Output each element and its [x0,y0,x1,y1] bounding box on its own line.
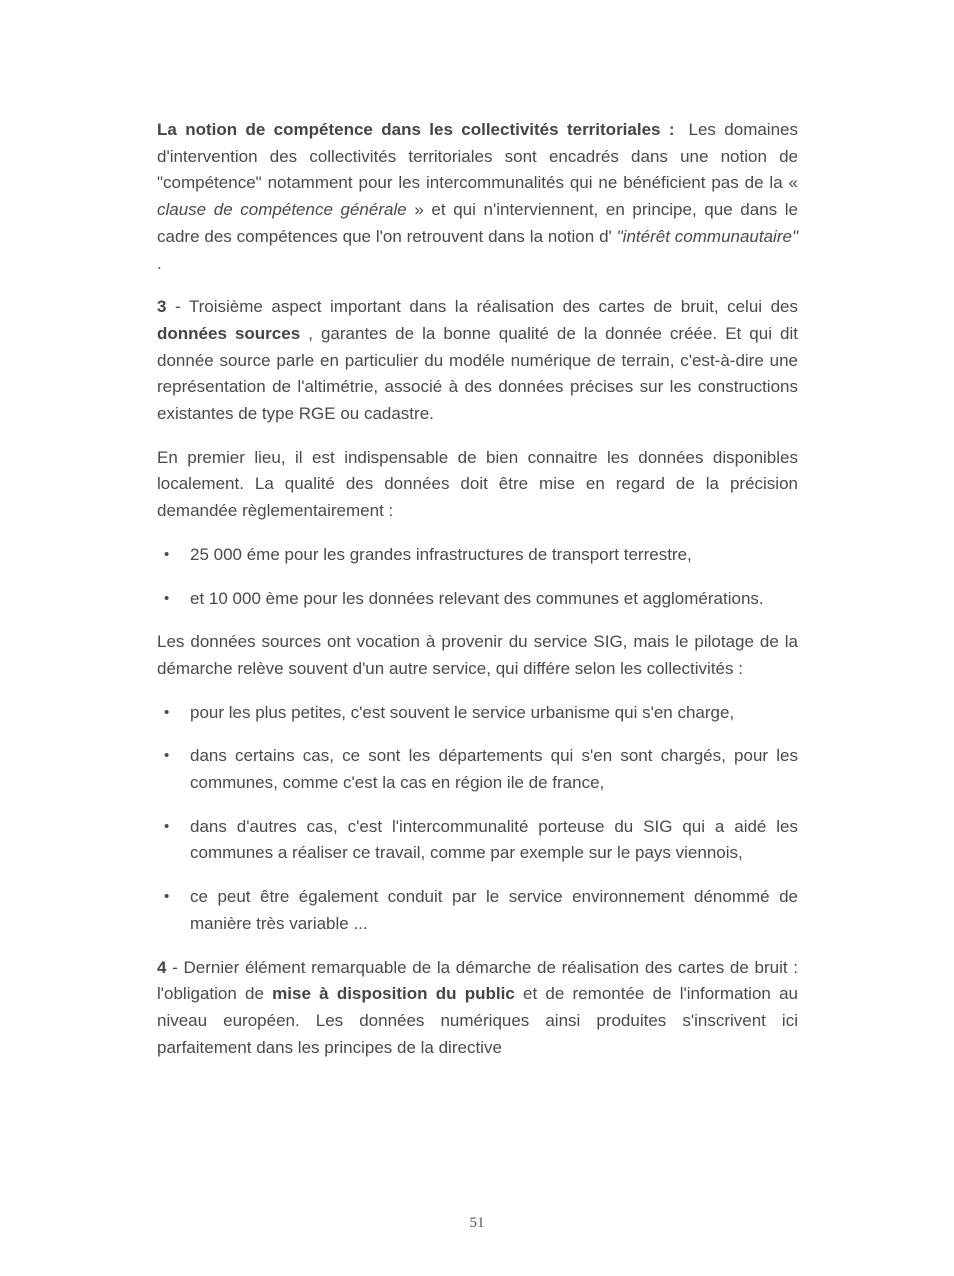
bullet-icon: • [164,747,170,765]
list-item-text: dans certains cas, ce sont les départements qui s'en sont chargés, pour les communes, comme c'est la cas en région ile de france, [190,746,798,793]
list-item-text: pour les plus petites, c'est souvent le service urbanisme qui s'en charge, [190,702,735,722]
italic-clause-competence: clause de compétence générale [157,200,407,220]
paragraph-text: Les domaines d'intervention des collectivités territoriales sont encadrés dans une notion de "compétence" notamment pour les intercommunalités qui ne bénéficient pas de la « [157,120,798,193]
item-number-3: 3 [157,297,167,317]
paragraph-text: » et qui n'interviennent, en principe, que dans le cadre des compétences que l'on retrouvent dans la notion d' [157,200,799,246]
paragraph-lead-bold: La notion de compétence dans les collectivités territoriales : [157,120,675,139]
paragraph-text: - Troisième aspect important dans la réalisation des cartes de bruit, celui des [166,297,798,317]
list-item [157,586,798,613]
list-item [157,884,798,937]
paragraph-service-sig: Les données sources ont vocation à provenir du service SIG, mais le pilotage de la démarche relève souvent d'un autre service, qui différe selon les collectivités : [157,632,798,678]
list-item-text: ce peut être également conduit par le service environnement dénommé de manière très variable ... [190,887,798,933]
bullet-icon: • [164,589,170,607]
item-number-4: 4 [157,957,167,977]
paragraph-text: - Dernier élément remarquable de la démarche de réalisation des cartes de bruit : l'obligation de [157,957,798,1004]
italic-interet-communautaire: "intérêt communautaire" [616,226,798,246]
list-item [157,700,798,727]
paragraph-mise-a-disposition [157,955,798,1062]
paragraph-premier-lieu: En premier lieu, il est indispensable de bien connaitre les données disponibles localement. La qualité des données doit être mise en regard de la précision demandée règlementairement : [157,447,798,521]
paragraph-text: et de remontée de l'information au niveau européen. Les données numériques ainsi produites s'inscrivent ici parfaitement dans les principes de la directive [157,984,798,1057]
bullet-icon: • [164,817,170,835]
bullet-icon: • [164,888,170,906]
list-item [157,814,798,867]
bold-donnees-sources: données sources [157,323,301,343]
bullet-icon: • [164,703,170,721]
page-body [157,117,798,1078]
bold-mise-a-disposition: mise à disposition du public [272,984,515,1004]
bullet-icon: • [164,545,170,563]
bullet-list-pilotage [157,700,798,938]
list-item-text: dans d'autres cas, c'est l'intercommunalité porteuse du SIG qui a aidé les communes a réaliser ce travail, comme par exemple sur le pays viennois, [190,816,798,863]
list-item-text: et 10 000 ème pour les données relevant des communes et agglomérations. [190,588,764,608]
list-item [157,743,798,796]
paragraph-donnees-sources [157,294,798,428]
list-item-text: 25 000 éme pour les grandes infrastructures de transport terrestre, [190,544,692,564]
page-number: 51 [469,1215,485,1231]
bullet-list-precision [157,542,798,612]
list-item [157,542,798,569]
paragraph-text: , garantes de la bonne qualité de la donnée créée. Et qui dit donnée source parle en particulier du modéle numérique de terrain, c'est-à-dire une représentation de l'altimétrie, associé à des données précises sur les constructions existantes de type RGE ou cadastre. [157,323,799,424]
paragraph-competence-notion [157,117,798,277]
paragraph-text: . [157,253,162,273]
